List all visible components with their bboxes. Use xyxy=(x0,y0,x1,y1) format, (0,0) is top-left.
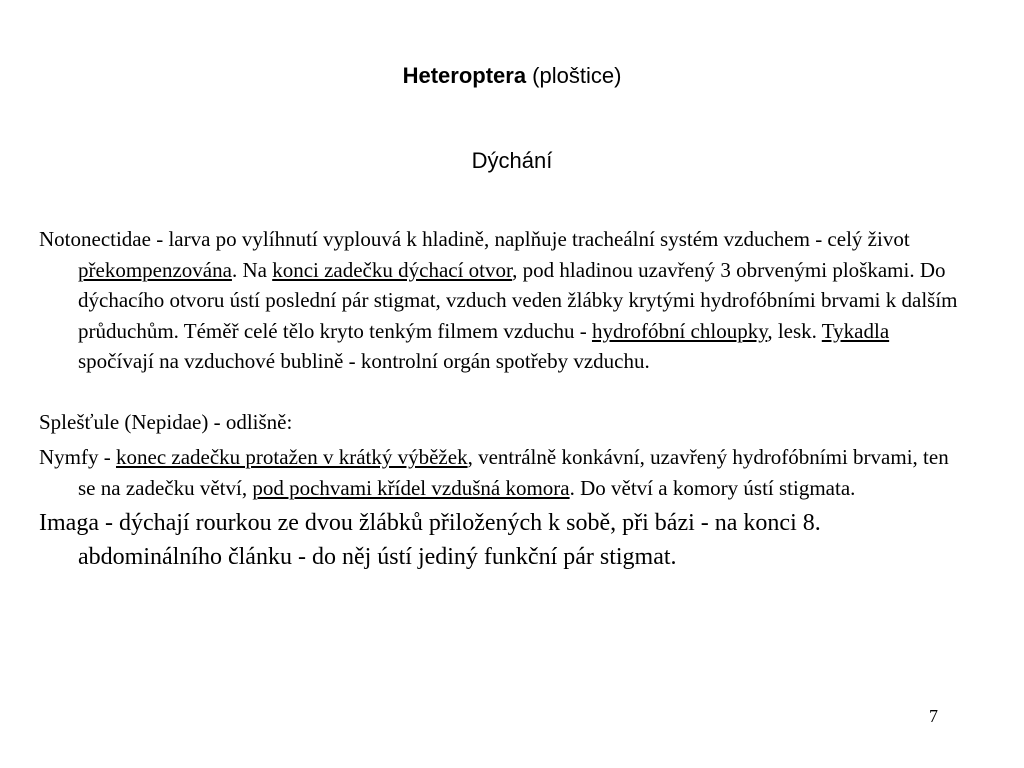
paragraph-imaga: Imaga - dýchají rourkou ze dvou žlábků přiložených k sobě, při bázi - na konci 8. abdominálního článku - do něj ústí jediný funkční pár stigmat. xyxy=(39,510,821,570)
p1-text-3: , pod hladinou uzavřený 3 obrvenými ploškami. Do dýchacího otvoru ústí poslední pár stigmat, vzduch veden žlábky krytými hydrofóbními brvami k dalším průduchům. Téměř celé tělo kryto tenkým filmem vzduchu - xyxy=(78,257,958,343)
p1-underline-4: Tykadla xyxy=(821,318,890,343)
paragraph-notonectidae xyxy=(39,224,964,377)
slide-subtitle: Dýchání xyxy=(471,148,553,173)
paragraph-nepidae: Splešťule (Nepidae) - odlišně: xyxy=(39,409,293,434)
slide-title xyxy=(0,60,1024,92)
p3-underline-1: konec zadečku protažen v krátký výběžek xyxy=(116,445,468,469)
p1-underline-3: hydrofóbní chloupky xyxy=(591,318,768,343)
p3-text-1: Nymfy - xyxy=(39,445,116,469)
slide-title-rest: (ploštice) xyxy=(526,63,622,88)
p1-underline-1: překompenzována xyxy=(78,257,232,282)
page-number: 7 xyxy=(929,706,938,726)
slide-body xyxy=(39,224,964,574)
spacer xyxy=(39,377,964,407)
p1-text-1: Notonectidae - larva po vylíhnutí vyplouvá k hladině, naplňuje tracheální systém vzduchem - celý život xyxy=(39,227,910,251)
p3-text-3: . Do větví a komory ústí stigmata. xyxy=(569,475,856,500)
slide-title-bold: Heteroptera xyxy=(402,63,527,88)
p1-text-4: , lesk. xyxy=(767,318,822,343)
p3-underline-2: pod pochvami křídel vzdušná komora xyxy=(252,475,570,500)
p3-text-2: , ventrálně konkávní, uzavřený hydrofóbními brvami, ten se na zadečku větví, xyxy=(78,445,949,500)
p1-text-5: spočívají na vzduchové bublině - kontrolní orgán spotřeby vzduchu. xyxy=(78,349,650,373)
p1-text-2: . Na xyxy=(231,257,273,282)
paragraph-nymfy xyxy=(39,442,964,503)
p1-underline-2: konci zadečku dýchací otvor xyxy=(272,257,513,282)
